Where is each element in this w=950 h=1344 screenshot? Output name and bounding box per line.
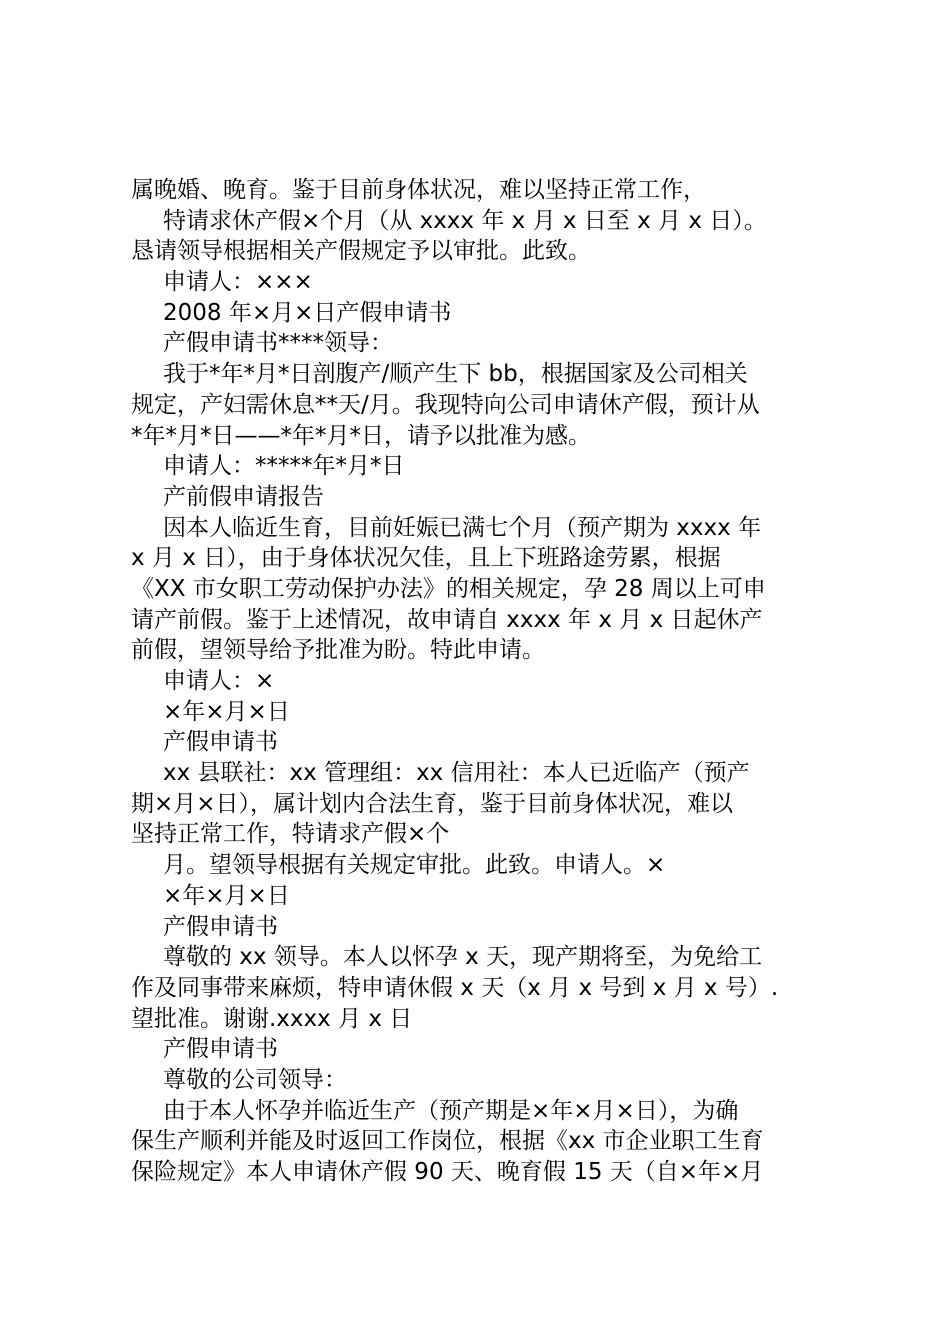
text-line: 产假申请书	[163, 913, 278, 940]
text-line: 2008 年×月×日产假申请书	[163, 299, 452, 326]
text-line: 前假，望领导给予批准为盼。特此申请。	[131, 637, 545, 664]
text-line: 由于本人怀孕并临近生产（预产期是×年×月×日），为确	[163, 1097, 739, 1124]
text-line: 产假申请书****领导：	[163, 330, 393, 357]
text-line: 期×月×日），属计划内合法生育，鉴于目前身体状况，难以	[131, 790, 734, 817]
document-body	[131, 175, 831, 1188]
text-line: 保生产顺利并能及时返回工作岗位，根据《xx 市企业职工生育	[131, 1128, 764, 1155]
text-line: 坚持正常工作，特请求产假×个	[131, 821, 450, 848]
text-line: 申请人：×	[163, 668, 275, 694]
text-line: 因本人临近生育，目前妊娠已满七个月（预产期为 xxxx 年	[163, 514, 762, 541]
text-line: 望批准。谢谢.xxxx 月 x 日	[131, 1005, 413, 1032]
text-line: 《XX 市女职工劳动保护办法》的相关规定，孕 28 周以上可申	[131, 575, 766, 602]
text-line: *年*月*日——*年*月*日，请予以批准为感。	[131, 422, 591, 449]
text-line: 产假申请书	[163, 1036, 278, 1063]
text-line: 规定，产妇需休息**天/月。我现特向公司申请休产假，预计从	[131, 391, 760, 418]
text-line: 保险规定》本人申请休产假 90 天、晚育假 15 天（自×年×月	[131, 1159, 764, 1185]
text-line: 申请人：×××	[163, 269, 313, 296]
text-line: x 月 x 日），由于身体状况欠佳，且上下班路途劳累，根据	[131, 545, 721, 572]
text-line: 我于*年*月*日剖腹产/顺产生下 bb，根据国家及公司相关	[163, 361, 748, 388]
text-line: ×年×月×日	[163, 698, 290, 725]
text-line: 尊敬的 xx 领导。本人以怀孕 x 天，现产期将至，为免给工	[163, 944, 763, 971]
text-line: 恳请领导根据相关产假规定予以审批。此致。	[131, 238, 591, 265]
text-line: xx 县联社：xx 管理组：xx 信用社：本人已近临产（预产	[163, 760, 750, 787]
text-line: 申请人：*****年*月*日	[163, 453, 405, 480]
text-line: 月。望领导根据有关规定审批。此致。申请人。×	[163, 852, 666, 879]
text-line: 作及同事带来麻烦，特申请休假 x 天（x 月 x 号到 x 月 x 号）.	[131, 974, 779, 1001]
text-line: 特请求休产假×个月（从 xxxx 年 x 月 x 日至 x 月 x 日）。	[163, 207, 767, 234]
text-line: 请产前假。鉴于上述情况，故申请自 xxxx 年 x 月 x 日起休产	[131, 606, 763, 633]
text-line: 属晚婚、晚育。鉴于目前身体状况，难以坚持正常工作，	[131, 177, 706, 203]
text-line: 尊敬的公司领导：	[163, 1066, 347, 1093]
text-line: 产前假申请报告	[163, 483, 324, 510]
text-line: 产假申请书	[163, 729, 278, 756]
text-line: ×年×月×日	[163, 882, 290, 909]
